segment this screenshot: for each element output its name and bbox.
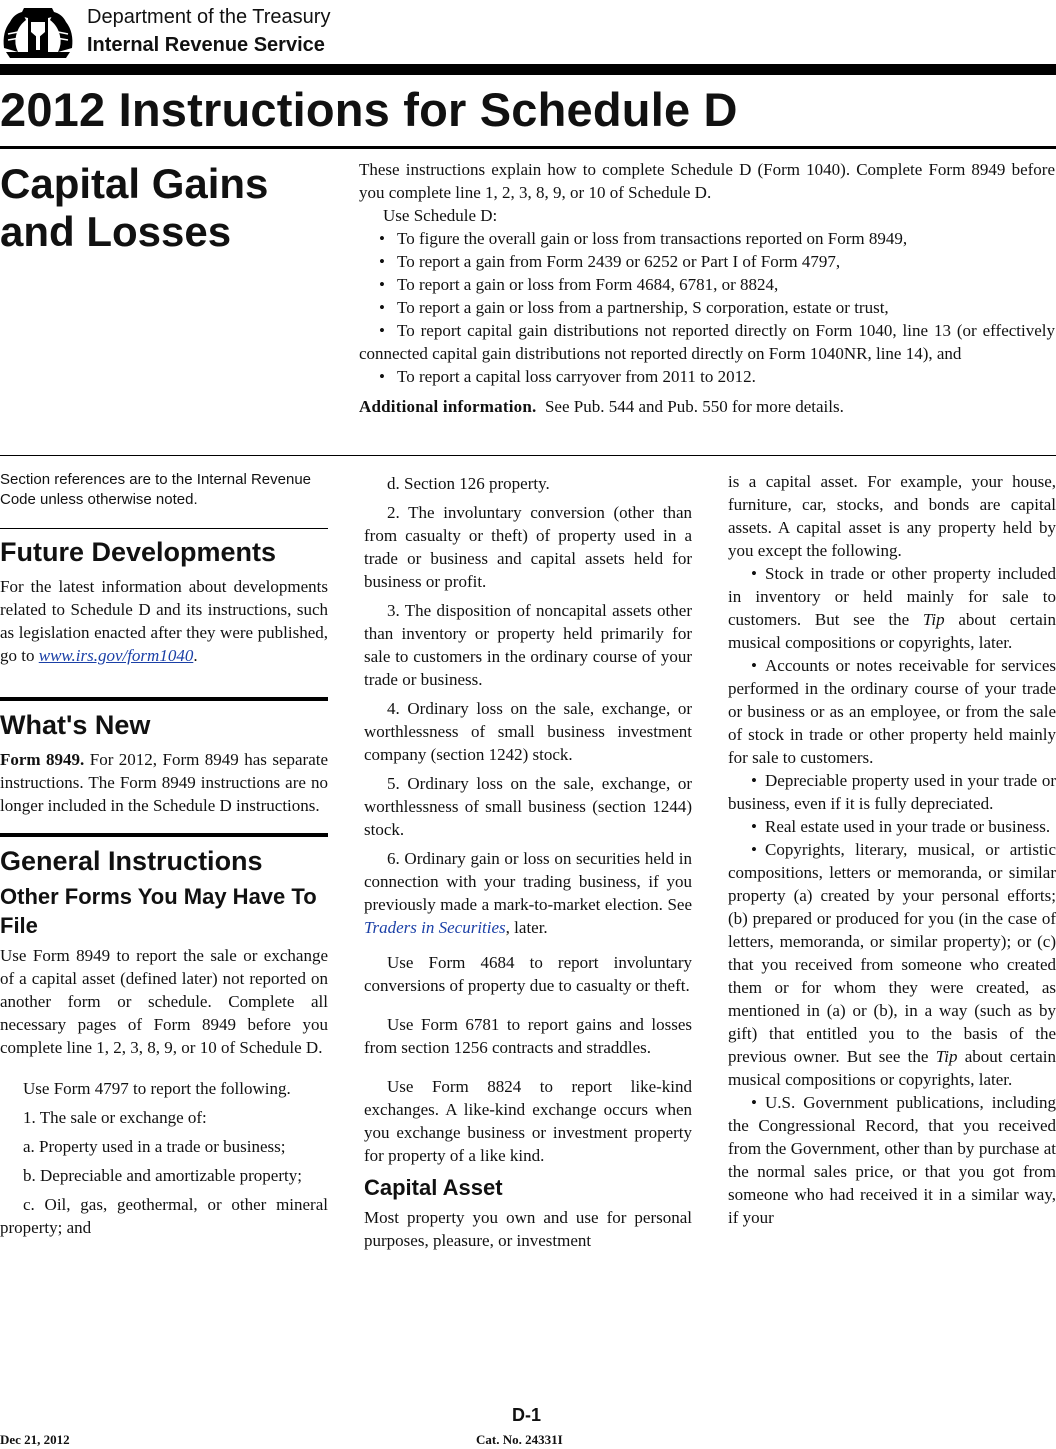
list-item: • U.S. Government publications, including the Congressional Record, that you received from the Government, other than by purchase at the normal sales price, or that you got from someone who had received it in a similar way, if your [728, 1093, 1056, 1227]
list-item: c. Oil, gas, geothermal, or other mineral property; and [0, 1195, 328, 1237]
future-developments-text: For the latest information about developments related to Schedule D and its instructions, such as legislation enacted after they were published, go to www.irs.gov/form1040. [0, 577, 328, 665]
additional-info-label: Additional information. [359, 397, 537, 416]
intro-paragraph: These instructions explain how to complete Schedule D (Form 1040). Complete Form 8949 before you complete line 1, 2, 3, 8, 9, or 10 of Schedule D. [359, 160, 1055, 202]
irs-form1040-link[interactable]: www.irs.gov/form1040 [38, 646, 194, 665]
column-2 [364, 470, 692, 1252]
list-item: • Real estate used in your trade or business. [751, 817, 1051, 836]
list-item: • Stock in trade or other property included in inventory or held mainly for sale to customers. But see the Tip about certain musical compositions or copyrights, later. [728, 564, 1056, 652]
list-item: 1. The sale or exchange of: [23, 1108, 207, 1127]
bullet-icon: • [751, 817, 757, 836]
catalog-number: Cat. No. 24331I [476, 1432, 563, 1447]
bullet-icon: • [379, 321, 385, 340]
section-title [0, 160, 330, 256]
agency-name: Internal Revenue Service [87, 34, 325, 56]
bullet-icon: • [379, 367, 385, 386]
list-item: • Copyrights, literary, musical, or artistic compositions, letters or memoranda, or similar property (a) created by your personal efforts; (b) prepared or produced for you (in the case of letters, memoranda, or similar property); or (c) that you received from someone who created them or for whom they were created, as mentioned in (a) or (b), in a way (such as by gift) that entitled you to the basis of the previous owner. But see the Tip about certain musical compositions or copyrights, later. [728, 840, 1056, 1089]
page-number: D-1 [512, 1405, 542, 1425]
use-heading: Use Schedule D: [383, 206, 498, 225]
bullet-icon: • [751, 1093, 757, 1112]
traders-in-securities-ref[interactable]: Traders in Securities [364, 918, 506, 937]
rule [0, 697, 328, 701]
intro-bullet: • To report capital gain distributions not reported directly on Form 1040, line 13 (or effectively connected capital gain distributions not reported directly on Form 1040NR, line 14), and [359, 321, 1055, 363]
additional-info [359, 395, 1055, 418]
section-title-line1: Capital Gains [0, 160, 269, 207]
intro-bullet: • To report a capital loss carryover from 2011 to 2012. [379, 367, 756, 386]
form8824-text: Use Form 8824 to report like-kind exchanges. A like-kind exchange occurs when you exchange business or investment property for property of a like kind. [364, 1077, 692, 1165]
list-item: 2. The involuntary conversion (other than from casualty or theft) of property used in a trade or business and capital assets held for business or profit. [364, 503, 692, 591]
bullet-icon: • [379, 229, 385, 248]
tip-ref: Tip [935, 1047, 958, 1066]
bullet-icon: • [379, 275, 385, 294]
section-divider [0, 455, 1056, 456]
form6781-text: Use Form 6781 to report gains and losses from section 1256 contracts and straddles. [364, 1015, 692, 1057]
general-instructions-heading: General Instructions [0, 846, 263, 876]
list-item: 5. Ordinary loss on the sale, exchange, or worthlessness of small business (section 1244) stock. [364, 774, 692, 839]
other-forms-heading: Other Forms You May Have To File [0, 884, 317, 938]
capital-asset-heading: Capital Asset [364, 1175, 503, 1200]
list-item: 6. Ordinary gain or loss on securities held in connection with your trading business, if you previously made a mark-to-market election. See Traders in Securities, later. [364, 849, 692, 937]
bullet-icon: • [751, 840, 757, 859]
list-item: d. Section 126 property. [387, 474, 550, 493]
capital-asset-text: Most property you own and use for personal purposes, pleasure, or investment [364, 1208, 692, 1250]
intro-bullet: • To figure the overall gain or loss from transactions reported on Form 8949, [379, 229, 908, 248]
bullet-icon: • [751, 771, 757, 790]
revision-date: Dec 21, 2012 [0, 1432, 70, 1447]
intro-bullet: • To report a gain or loss from Form 4684, 6781, or 8824, [379, 275, 779, 294]
bullet-icon: • [751, 564, 757, 583]
whats-new-heading: What's New [0, 710, 151, 740]
list-item: a. Property used in a trade or business; [23, 1137, 286, 1156]
title-rule [0, 146, 1056, 149]
list-item: b. Depreciable and amortizable property; [23, 1166, 302, 1185]
list-item: 3. The disposition of noncapital assets other than inventory or property held primarily for sale to customers in the ordinary course of your trade or business. [364, 601, 692, 689]
capital-asset-continued: is a capital asset. For example, your house, furniture, car, stocks, and bonds are capital assets. A capital asset is any property held by you except the following. [728, 472, 1056, 560]
column-3 [728, 470, 1056, 1229]
future-developments-heading: Future Developments [0, 537, 277, 567]
column-1 [0, 470, 328, 1239]
tip-ref: Tip [922, 610, 945, 629]
bullet-icon: • [751, 656, 757, 675]
rule [0, 833, 328, 837]
intro-block [359, 158, 1055, 418]
rule [0, 528, 328, 529]
list-item: • Accounts or notes receivable for services performed in the ordinary course of your trade or business or as an employee, or from the sale of stock in trade or other property held mainly for sale to customers. [728, 656, 1056, 767]
list-item: • Depreciable property used in your trade or business, even if it is fully depreciated. [728, 771, 1056, 813]
bullet-icon: • [379, 252, 385, 271]
form4684-text: Use Form 4684 to report involuntary conversions of property due to casualty or theft. [364, 953, 692, 995]
bullet-icon: • [379, 298, 385, 317]
document-title: 2012 Instructions for Schedule D [0, 83, 738, 136]
other-forms-text: Use Form 8949 to report the sale or exchange of a capital asset (defined later) not reported on another form or schedule. Complete all necessary pages of Form 8949 before you complete line 1, 2, 3, 8, 9, or 10 of Schedule D. [0, 946, 328, 1057]
section-references-note: Section references are to the Internal Revenue Code unless otherwise noted. [0, 471, 312, 508]
header-rule [0, 64, 1056, 75]
section-title-line2: and Losses [0, 208, 232, 255]
irs-eagle-logo [0, 2, 76, 60]
list-item: 4. Ordinary loss on the sale, exchange, or worthlessness of small business investment company (section 1242) stock. [364, 699, 692, 764]
form4797-text: Use Form 4797 to report the following. [23, 1079, 291, 1098]
form8949-note: Form 8949. For 2012, Form 8949 has separate instructions. The Form 8949 instructions are no longer included in the Schedule D instructions. [0, 750, 329, 815]
additional-info-text: See Pub. 544 and Pub. 550 for more details. [544, 397, 844, 416]
department-name: Department of the Treasury [87, 6, 331, 28]
intro-bullet: • To report a gain from Form 2439 or 6252 or Part I of Form 4797, [379, 252, 841, 271]
intro-bullet: • To report a gain or loss from a partnership, S corporation, estate or trust, [379, 298, 889, 317]
